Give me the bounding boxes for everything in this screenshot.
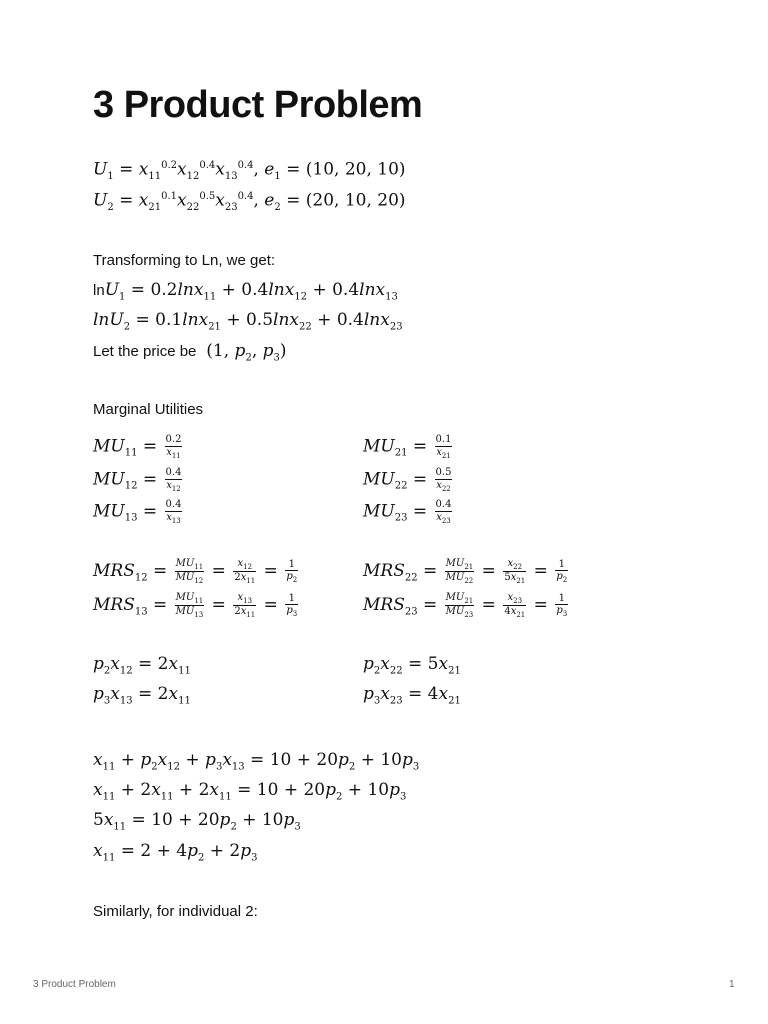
budget-line-2: $x_{11} + 2x_{11} + 2x_{11} = 10 + 20p_2 + 10p_3$ <box>93 780 407 803</box>
footer-page-number: 1 <box>729 979 735 990</box>
price-line <box>93 343 287 363</box>
mu-23: $MU_{23}$ = $\frac{0.4}{x_{23}}$ <box>363 499 452 525</box>
ln-utility-2: lnU$_2$ = 0.1lnx$_{21}$ + 0.5lnx$_{22}$ + 0.4lnx$_{23}$ <box>93 310 403 333</box>
transform-text: Transforming to Ln, we get: <box>93 252 276 269</box>
similarly-text: Similarly, for individual 2: <box>93 903 258 920</box>
px-relation-23: $p_3x_{23} = 4x_{21}$ <box>363 684 461 707</box>
px-relation-12: $p_2x_{12} = 2x_{11}$ <box>93 654 191 677</box>
price-text: Let the price be <box>93 343 197 360</box>
page-title: 3 Product Problem <box>93 84 423 126</box>
mu-12: $MU_{12}$ = $\frac{0.4}{x_{12}}$ <box>93 467 182 493</box>
mrs-12: $MRS_{12}$ = $\frac{MU_{11}}{MU_{12}}$ = $\frac{x_{12}}{2x_{11}}$ = $\frac{1}{p_2}$ <box>93 558 298 586</box>
mrs-13: $MRS_{13}$ = $\frac{MU_{11}}{MU_{13}}$ = $\frac{x_{13}}{2x_{11}}$ = $\frac{1}{p_3}$ <box>93 592 298 620</box>
price-vector: (1, $p_2$, $p_3$) <box>200 341 287 364</box>
utility-equation-1: $U_1 = x_{11}^{0.2}x_{12}^{0.4}x_{13}^{0.4}$, $e_1 = (10$, 20, 10) <box>93 159 406 183</box>
footer-title: 3 Product Problem <box>33 979 116 990</box>
mu-13: $MU_{13}$ = $\frac{0.4}{x_{13}}$ <box>93 499 182 525</box>
budget-line-1: $x_{11} + p_2x_{12} + p_3x_{13} = 10 + 20p_2 + 10p_3$ <box>93 750 420 773</box>
mrs-22: $MRS_{22}$ = $\frac{MU_{21}}{MU_{22}}$ = $\frac{x_{22}}{5x_{21}}$ = $\frac{1}{p_2}$ <box>363 558 568 586</box>
ln-utility-1: lnU$_1$ = 0.2lnx$_{11}$ + 0.4lnx$_{12}$ + 0.4lnx$_{13}$ <box>93 280 398 303</box>
mu-heading: Marginal Utilities <box>93 401 204 418</box>
budget-line-3: $5x_{11} = 10 + 20p_2 + 10p_3$ <box>93 810 301 833</box>
px-relation-22: $p_2x_{22} = 5x_{21}$ <box>363 654 461 677</box>
mu-22: $MU_{22}$ = $\frac{0.5}{x_{22}}$ <box>363 467 452 493</box>
mu-11: $MU_{11}$ = $\frac{0.2}{x_{11}}$ <box>93 434 182 460</box>
mrs-23: $MRS_{23}$ = $\frac{MU_{21}}{MU_{23}}$ = $\frac{x_{23}}{4x_{21}}$ = $\frac{1}{p_3}$ <box>363 592 568 620</box>
budget-line-4: $x_{11} = 2 + 4p_2 + 2p_3$ <box>93 841 258 864</box>
px-relation-13: $p_3x_{13} = 2x_{11}$ <box>93 684 191 707</box>
mu-21: $MU_{21}$ = $\frac{0.1}{x_{21}}$ <box>363 434 452 460</box>
utility-equation-2: $U_2 = x_{21}^{0.1}x_{22}^{0.5}x_{23}^{0.4}$, $e_2 = (20$, 10, 20) <box>93 190 406 214</box>
